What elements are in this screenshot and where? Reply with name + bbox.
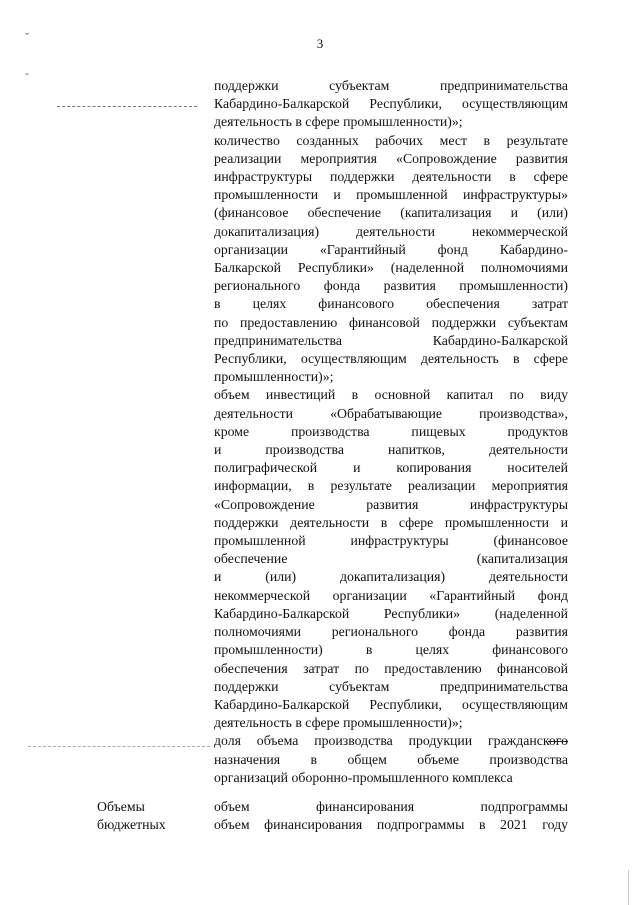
text-line: по предоставлению финансовой поддержки субъектам: [214, 314, 568, 330]
text-line: поддержки деятельности в сфере промышленности и: [214, 514, 568, 530]
paragraph-support-indicator: [214, 77, 568, 132]
text-line: промышленности и промышленной инфраструктуры»: [214, 187, 568, 203]
text-line: деятельность в сфере промышленности)»;: [214, 715, 463, 731]
text-line: предпринимательства Кабардино-Балкарской: [214, 332, 568, 348]
text-line: доля объема производства продукции гражданского: [214, 733, 568, 749]
budget-label: [97, 798, 207, 834]
text-line: в целях финансового обеспечения затрат: [214, 296, 568, 312]
text-line: деятельность в сфере промышленности)»;: [214, 114, 463, 130]
text-line: Республики, осуществляющим деятельность в сфере: [214, 351, 568, 367]
indicators-column: [214, 77, 568, 787]
text-line: организации «Гарантийный фонд Кабардино-: [214, 241, 568, 257]
paragraph-jobs-indicator: [214, 132, 568, 387]
page-edge-line: [628, 870, 629, 905]
text-line: некоммерческой организации «Гарантийный фонд: [214, 587, 568, 603]
text-line: кроме производства пищевых продуктов: [214, 423, 568, 439]
text-line: поддержки субъектам предпринимательства: [214, 678, 568, 694]
text-line: назначения в общем объеме производства: [214, 751, 568, 767]
text-line: деятельности «Обрабатывающие производства»,: [214, 405, 568, 421]
text-line: информации, в результате реализации мероприятия: [214, 478, 568, 494]
text-line: объем финансирования подпрограммы в 2021 году: [214, 817, 568, 833]
text-line: поддержки субъектам предпринимательства: [214, 78, 568, 93]
text-line: объем инвестиций в основной капитал по виду: [214, 387, 568, 403]
margin-dash-line: [28, 746, 210, 747]
page-number: 3: [316, 36, 324, 51]
budget-text: [214, 798, 568, 834]
margin-dash-line: [57, 106, 197, 107]
text-line: Балкарской Республики» (наделенной полномочиями: [214, 260, 568, 276]
text-line: обеспечения затрат по предоставлению финансовой: [214, 660, 568, 676]
paragraph-investment-indicator: [214, 386, 568, 732]
text-line: бюджетных: [97, 817, 166, 833]
text-line: объем финансирования подпрограммы: [214, 799, 568, 814]
text-line: реализации мероприятия «Сопровождение развития: [214, 150, 568, 166]
paragraph-defense-share-indicator: [214, 732, 568, 787]
text-line: и (или) докапитализация) деятельности: [214, 569, 568, 585]
text-line: Кабардино-Балкарской Республики» (наделенной: [214, 605, 568, 621]
margin-mark: -: [25, 66, 29, 80]
text-line: и производства напитков, деятельности: [214, 442, 568, 458]
text-line: регионального фонда развития промышленности): [214, 278, 568, 294]
text-line: Кабардино-Балкарской Республики, осуществляющим: [214, 696, 568, 712]
text-line: инфраструктуры поддержки деятельности в сфере: [214, 169, 568, 185]
text-line: (финансовое обеспечение (капитализация и (или): [214, 205, 568, 221]
text-line: промышленности) в целях финансового: [214, 642, 568, 658]
text-line: промышленной инфраструктуры (финансовое: [214, 533, 568, 549]
text-line: докапитализация) деятельности некоммерческой: [214, 223, 568, 239]
text-line: полиграфической и копирования носителей: [214, 460, 568, 476]
text-line: полномочиями регионального фонда развития: [214, 624, 568, 640]
margin-mark: ˇ: [25, 30, 29, 44]
text-line: промышленности)»;: [214, 369, 334, 385]
text-line: количество созданных рабочих мест в результате: [214, 132, 568, 148]
text-line: «Сопровождение развития инфраструктуры: [214, 496, 568, 512]
text-line: организаций оборонно-промышленного комплекса: [214, 769, 513, 785]
text-line: обеспечение (капитализация: [214, 551, 568, 567]
text-line: Кабардино-Балкарской Республики, осуществляющим: [214, 96, 568, 112]
text-line: Объемы: [97, 799, 145, 814]
